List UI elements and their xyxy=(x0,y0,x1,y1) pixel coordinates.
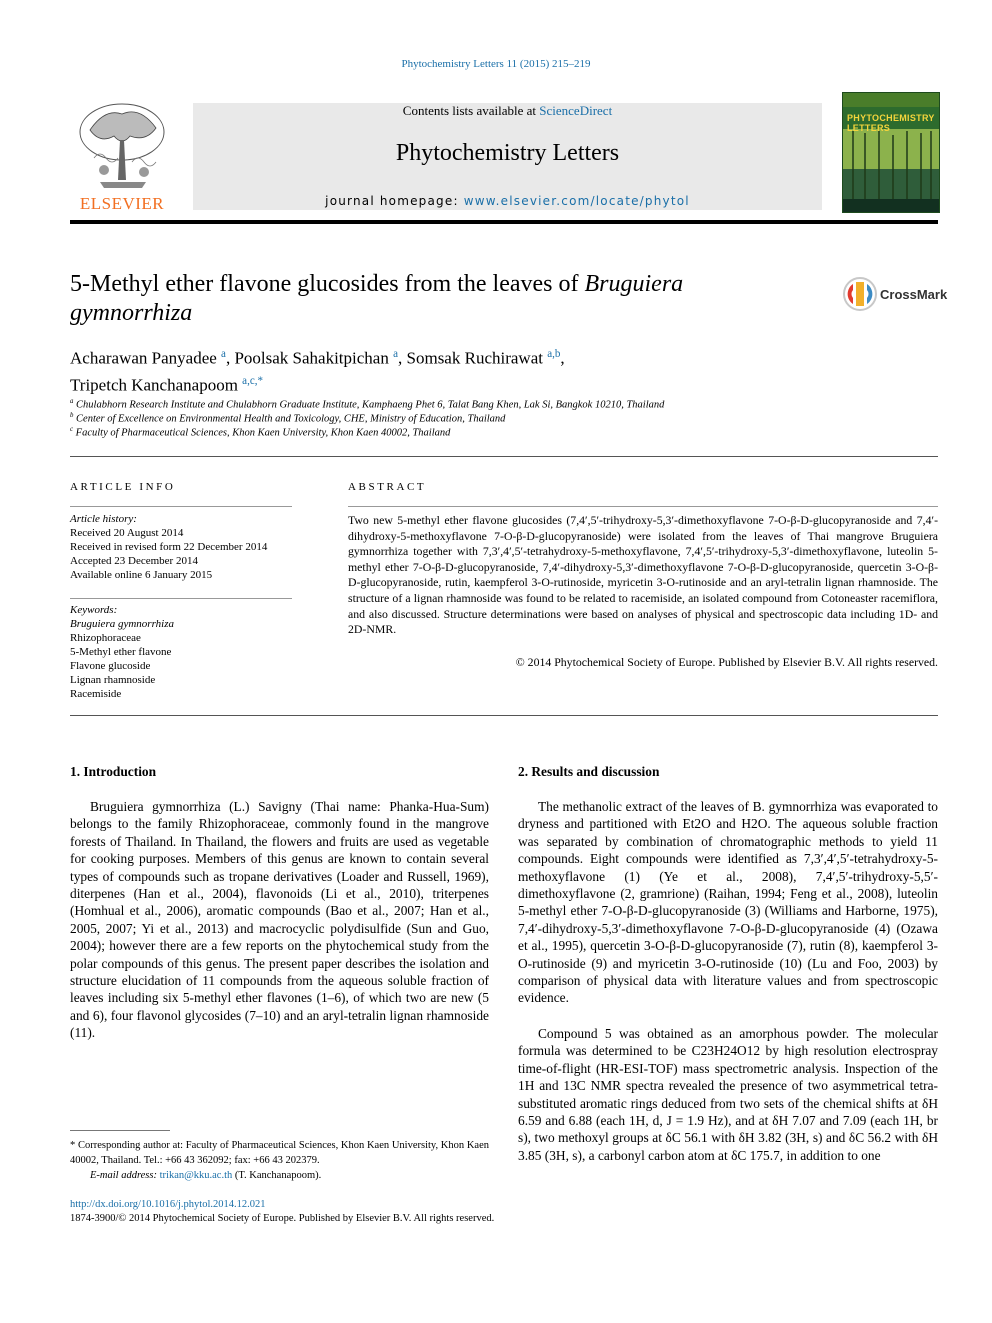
elsevier-wordmark: ELSEVIER xyxy=(79,194,165,213)
keyword: Rhizophoraceae xyxy=(70,632,141,644)
affiliation xyxy=(70,426,930,439)
contents-line xyxy=(193,103,822,119)
article-info-heading: ARTICLE INFO xyxy=(70,481,176,493)
journal-citation[interactable]: Phytochemistry Letters 11 (2015) 215–219 xyxy=(401,58,591,70)
author-name[interactable]: Tripetch Kanchanapoom xyxy=(70,375,238,395)
affiliation-mark: a xyxy=(70,398,74,405)
homepage-link[interactable]: www.elsevier.com/locate/phytol xyxy=(463,194,690,208)
author-affiliation-mark[interactable]: a xyxy=(221,348,226,360)
journal-name: Phytochemistry Letters xyxy=(395,140,620,166)
keyword: Racemiside xyxy=(70,688,122,700)
cover-title: PHYTOCHEMISTRY LETTERS xyxy=(847,113,935,133)
keywords-label: Keywords: xyxy=(70,604,118,616)
affiliation-rule xyxy=(70,456,938,457)
issn-copyright: 1874-3900/© 2014 Phytochemical Society of Europe. Published by Elsevier B.V. All rights reserved. xyxy=(70,1213,495,1224)
introduction-paragraph: Bruguiera gymnorrhiza (L.) Savigny (Thai name: Phanka-Hua-Sum) belongs to the family Rhizophoraceae, commonly found in the mangrove forests of Thailand. In Thailand, the flowers and fruits are used as vegetable for cooking purposes. Members of this genus are known to contain several types of compounds such as tropane derivatives (Loader and Russell, 1969), diterpenes (Han et al., 2004), flavonoids (Li et al., 2010), triterpenes (Homhual et al., 2006), aromatic compounds (Bao et al., 2007; Han et al., 2005, 2007; Yi et al., 2013) and macrocyclic polydisulfide (Sun and Guo, 2004); however there are a few reports on the phytochemical study from the polar compounds of this genus. The present paper describes the isolation and structure elucidation of 11 compounds from the aqueous soluble fraction of leaves including six 5-methyl ether flavones (1–6), of which two are new (5 and 6), four flavonol glycosides (7–10) and an aryl-tetralin lignan rhamnoside (11). xyxy=(70,799,489,1041)
author-affiliation-mark[interactable]: a,c,* xyxy=(242,374,264,387)
journal-cover-thumbnail xyxy=(842,92,940,213)
abstract-heading: ABSTRACT xyxy=(348,481,427,493)
keyword: 5-Methyl ether flavone xyxy=(70,646,172,658)
affiliation-mark: c xyxy=(70,426,74,433)
email-label: E-mail address: xyxy=(90,1170,160,1181)
author-affiliation-mark[interactable]: a,b xyxy=(547,348,561,360)
section-heading-introduction: 1. Introduction xyxy=(70,764,157,779)
keyword: Bruguiera gymnorrhiza xyxy=(70,618,174,630)
crossmark-label: CrossMark xyxy=(880,287,948,302)
results-paragraph: Compound 5 was obtained as an amorphous powder. The molecular formula was determined to be C23H24O12 by high resolution electrospray time-of-flight (HR-ESI-TOF) mass spectrometric analysis. Inspection of the 1H and 13C NMR spectra revealed the presence of two asymmetrical tetra-substituted aromatic rings deduced from two sets of the chemical shifts at δH 6.59 and 6.88 (each 1H, d, J = 1.9 Hz), and at δH 7.07 and 7.09 (each 1H, br s), two methoxyl groups at δC 56.1 with δH 3.82 (3H, s) and δC 56.2 with δH 3.85 (3H, s), a carbonyl carbon atom at δC 175.7, in addition to one xyxy=(518,1026,938,1163)
homepage-prefix: journal homepage: xyxy=(325,194,464,208)
author-name[interactable]: Poolsak Sahakitpichan xyxy=(234,348,389,368)
affiliation-mark: b xyxy=(70,412,74,419)
abstract-rule xyxy=(348,506,938,507)
history-item: Received in revised form 22 December 2014 xyxy=(70,541,268,553)
doi-link[interactable]: http://dx.doi.org/10.1016/j.phytol.2014.12.021 xyxy=(70,1199,266,1210)
corresponding-author-note: * Corresponding author at: Faculty of Pharmaceutical Sciences, Khon Kaen University, Khon Kaen 40002, Thailand. Tel.: +66 43 362092; fax: +66 43 202379. xyxy=(70,1140,489,1166)
affiliation xyxy=(70,412,930,425)
abstract-text: Two new 5-methyl ether flavone glucosides (7,4′,5′-trihydroxy-5,3′-dimethoxyflavone 7-O-β-D-glucopyranoside and 7,4′-dihydroxy-5-methoxyflavone 7-O-β-D-glucopyranoside) were isolated from the leaves of Thai mangrove Bruguiera gymnorrhiza together with 7,3′,4′,5′-tetrahydroxy-5-methoxyflavone, 7,4′,5′-trihydroxy-5,3′-dimethoxyflavone, luteolin 5-methyl ether 7-O-β-D-glucopyranoside, 7,4′-dihydroxy-5,3′-dimethoxyflavone 7-O-β-D-glucopyranoside, quercetin 3-O-β-D-glucopyranoside, rutin, kaempferol 3-O-rutinoside, myricetin 3-O-rutinoside and an aryl-tetralin lignan rhamnoside. The structure of a lignan rhamnoside was found to be related to racemiside, an isolated compound from Cotoneaster racemiflora, and also discussed. Structure determinations were based on analyses of physical and spectroscopic data including 1D- and 2D-NMR. xyxy=(348,513,938,637)
history-item: Accepted 23 December 2014 xyxy=(70,555,198,567)
email-note xyxy=(70,1168,489,1183)
author-affiliation-mark[interactable]: a xyxy=(393,348,399,360)
journal-homepage-line xyxy=(193,194,822,208)
sciencedirect-link[interactable]: ScienceDirect xyxy=(539,103,613,118)
keyword: Flavone glucoside xyxy=(70,660,151,672)
author-name[interactable]: Somsak Ruchirawat xyxy=(406,348,543,368)
title-text: 5-Methyl ether flavone glucosides from the leaves of xyxy=(70,271,585,297)
affiliation-text: Faculty of Pharmaceutical Sciences, Khon Kaen University, Khon Kaen 40002, Thailand xyxy=(75,427,451,439)
keyword: Lignan rhamnoside xyxy=(70,674,156,686)
abstract-copyright: © 2014 Phytochemical Society of Europe. Published by Elsevier B.V. All rights reserved. xyxy=(515,655,938,669)
history-label: Article history: xyxy=(70,513,137,525)
affiliation-text: Center of Excellence on Environmental Health and Toxicology, CHE, Ministry of Education, Thailand xyxy=(76,413,506,425)
results-paragraph: The methanolic extract of the leaves of B. gymnorrhiza was evaporated to dryness and partitioned with Et2O and H2O. The aqueous soluble fraction was separated by combination of chromatographic methods to yield 11 compounds. Eight compounds were identified as 7,3′,4′,5′-tetrahydroxy-5-methoxyflavone (1) (Ye et al., 2008), 7,4′,5′-trihydroxy-5,5′-dimethoxyflavone (2, gramrione) (Raihan, 1994; Feng et al., 2008), luteolin 5-methyl ether 7-O-β-D-glucopyranoside (3) (Williams and Harborne, 1975), 7,4′-dihydroxy-5,3′-dimethoxyflavone 7-O-β-D-glucopyranoside (4) (Ozawa et al., 1995), quercetin 3-O-β-D-glucopyranoside (7), rutin (8), kaempferol 3-O-rutinoside (9) and myricetin 3-O-rutinoside (10) (Lu and Foo, 2003) by comparison of physical data with literature values and from spectroscopic evidence. xyxy=(518,799,938,1006)
email-link[interactable]: trikan@kku.ac.th xyxy=(159,1170,233,1181)
affiliation xyxy=(70,398,930,411)
article-info-rule xyxy=(70,506,292,507)
affiliation-text: Chulabhorn Research Institute and Chulabhorn Graduate Institute, Kamphaeng Phet 6, Talat Bang Khen, Lak Si, Bangkok 10210, Thailand xyxy=(76,399,665,411)
contents-prefix: Contents lists available at xyxy=(402,103,540,118)
header-rule xyxy=(70,220,938,224)
article-title xyxy=(70,270,790,328)
keywords-rule xyxy=(70,598,292,599)
author-list: Acharawan Panyadee $^a$, Poolsak Sahakitpichan $^a$, Somsak Ruchirawat $^{a,b}$, Tripetch Kanchanapoom $^{a,c,*}$ xyxy=(70,348,565,395)
author-name[interactable]: Acharawan Panyadee xyxy=(70,348,217,368)
title-species: Bruguiera gymnorrhiza xyxy=(70,271,684,326)
history-item: Available online 6 January 2015 xyxy=(70,569,213,581)
email-suffix: (T. Kanchanapoom). xyxy=(232,1170,322,1181)
section-heading-results: 2. Results and discussion xyxy=(518,764,660,779)
footnote-rule xyxy=(70,1130,170,1131)
history-item: Received 20 August 2014 xyxy=(70,527,184,539)
abstract-bottom-rule xyxy=(70,715,938,716)
